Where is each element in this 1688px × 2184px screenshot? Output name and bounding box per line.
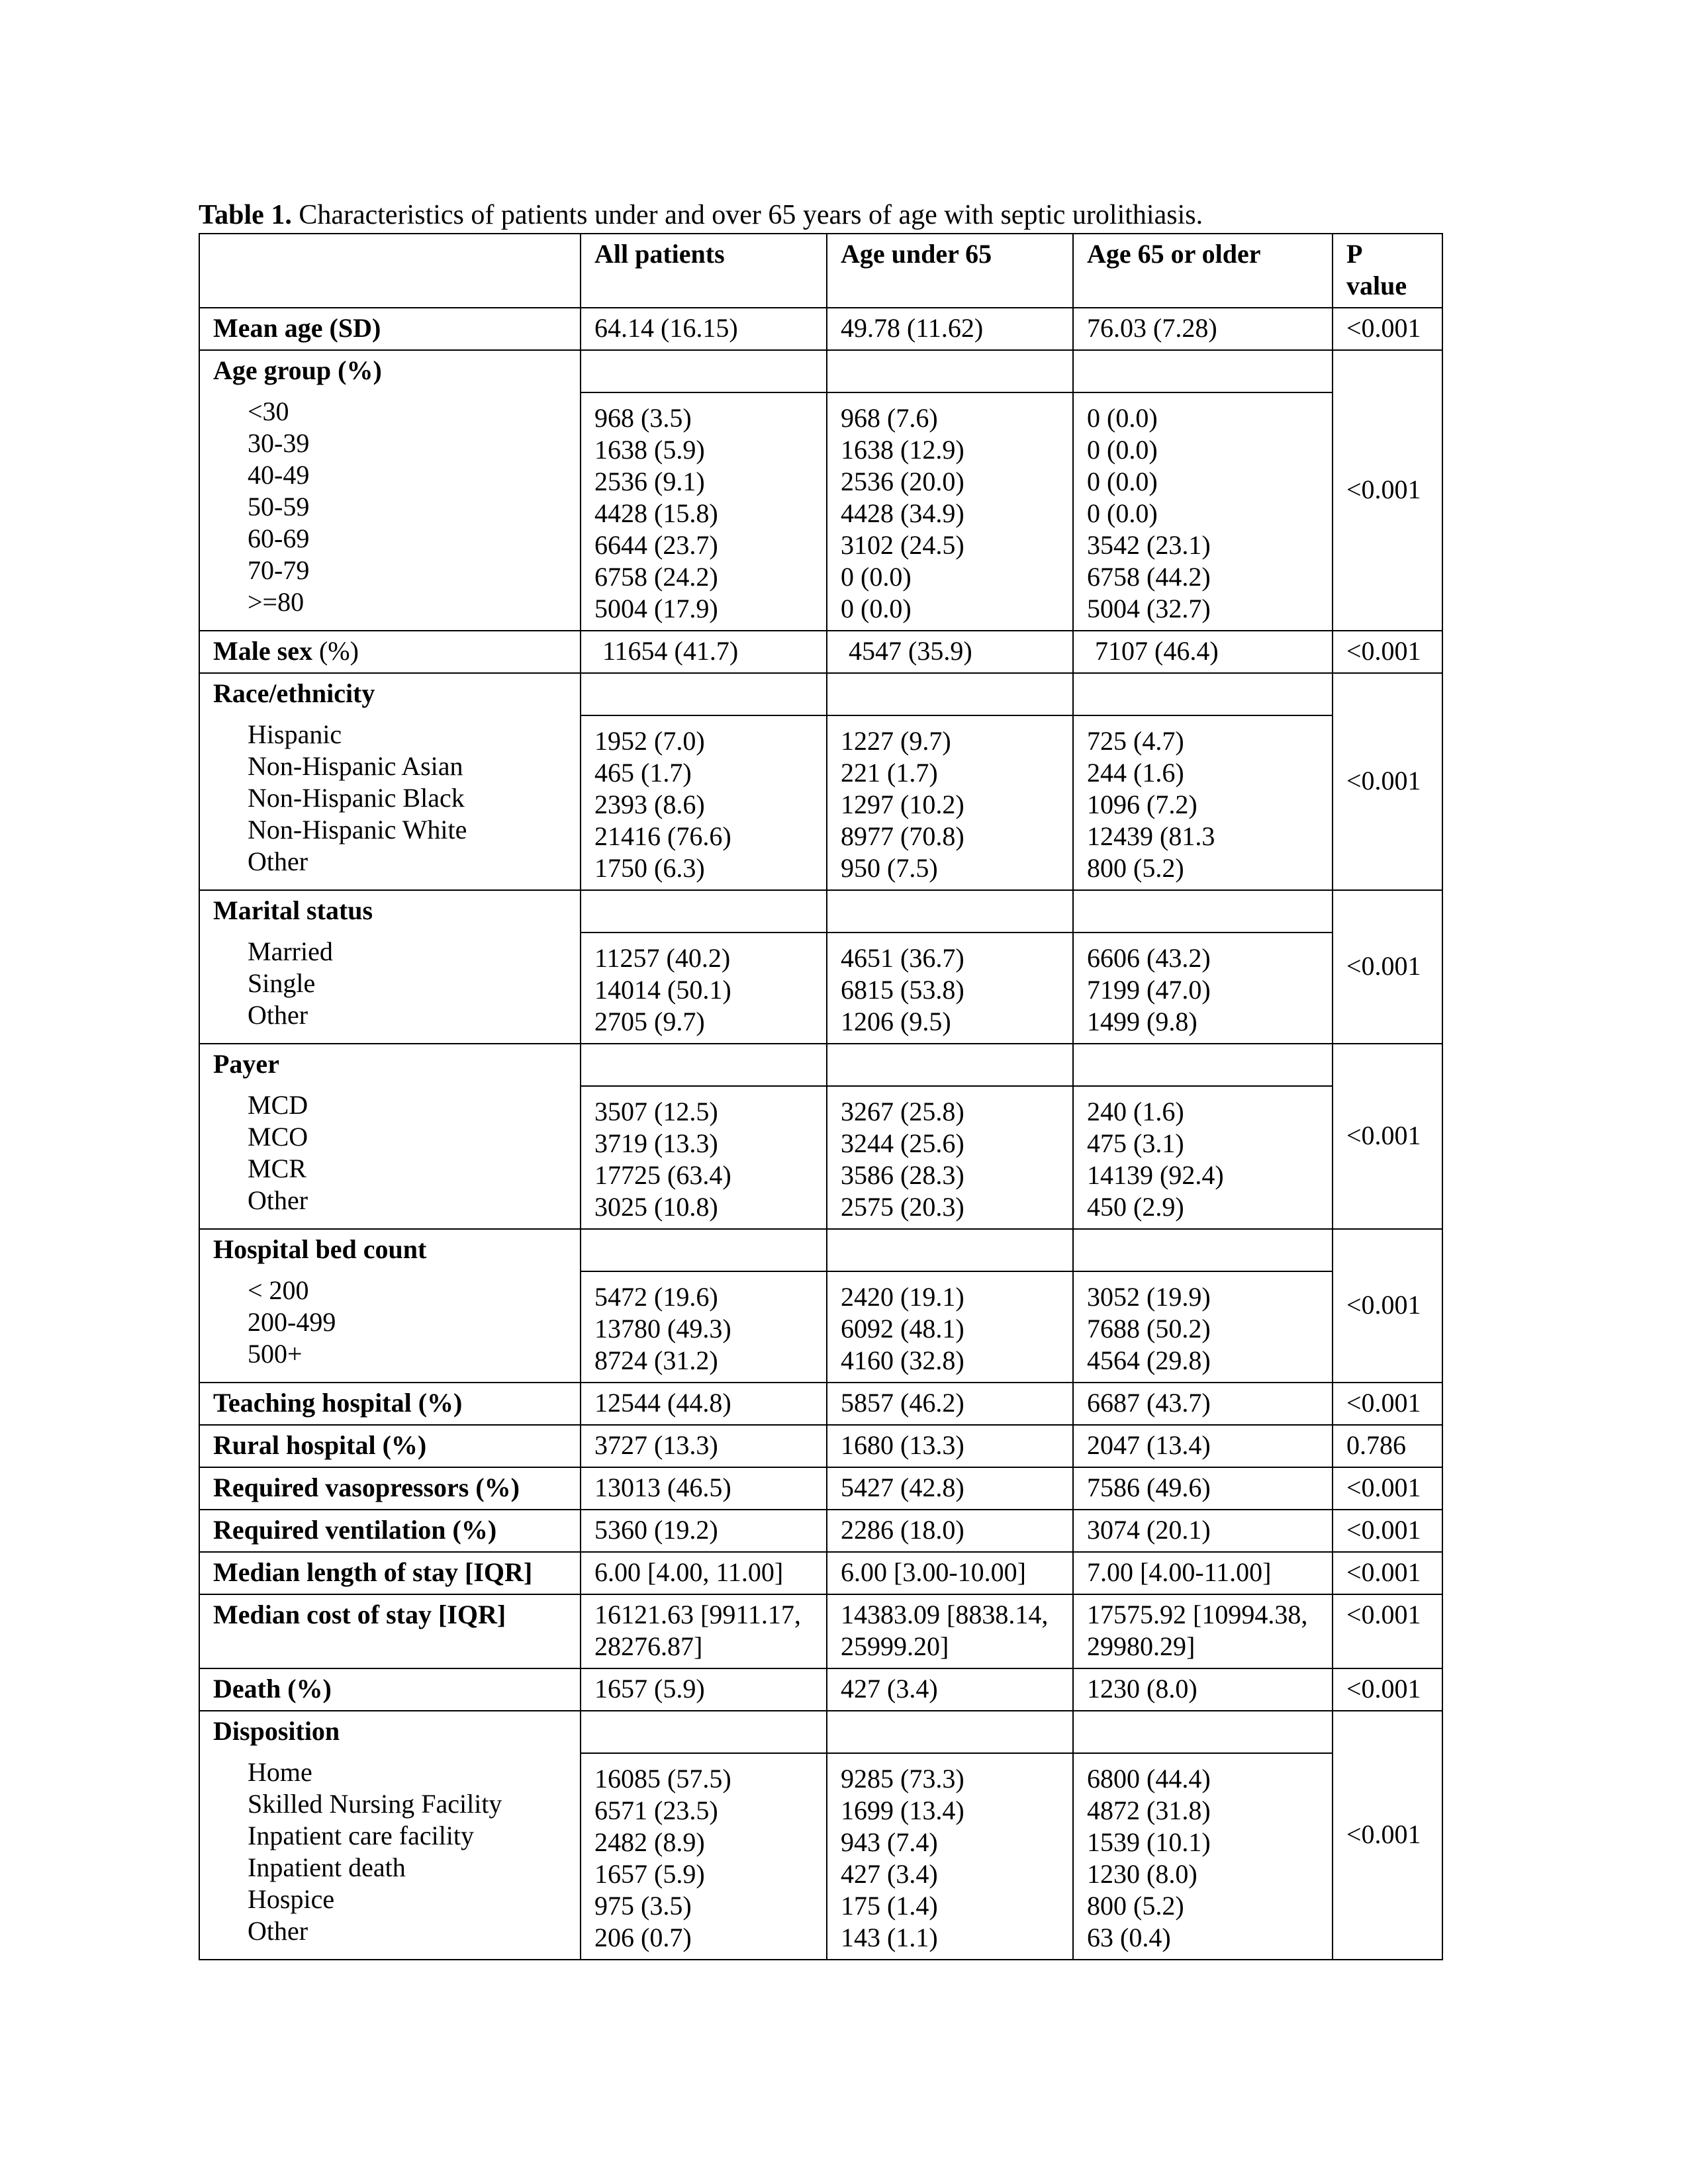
spacer: [213, 709, 580, 719]
cell-all: 3727 (13.3): [581, 1425, 827, 1467]
spacer: [213, 1265, 580, 1275]
row-label: [199, 631, 581, 673]
cell-p-value: <0.001: [1333, 1711, 1442, 1960]
cell-line: 1638 (12.9): [841, 435, 964, 465]
cell-65-older: 7107 (46.4): [1073, 631, 1333, 673]
spacer: [1087, 716, 1332, 725]
group-header-spacer: [581, 351, 826, 393]
table-caption-label: Table 1.: [199, 200, 292, 230]
cell-line: 1750 (6.3): [594, 853, 705, 883]
group-label-cell: [199, 1711, 581, 1960]
spacer: [594, 1272, 826, 1281]
table-row: [199, 1229, 1442, 1383]
group-label-cell: [199, 673, 581, 890]
cell-line: 8724 (31.2): [594, 1345, 718, 1375]
cell-line: 1539 (10.1): [1087, 1827, 1211, 1857]
cell-line: 11257 (40.2): [594, 943, 731, 973]
cell-line: 9285 (73.3): [841, 1764, 964, 1794]
subgroup-label: Inpatient care facility: [248, 1821, 475, 1850]
row-label-rest: (%): [312, 636, 359, 666]
cell-all: 11654 (41.7): [581, 631, 827, 673]
cell-line: 3052 (19.9): [1087, 1282, 1211, 1312]
table-row: [199, 1711, 1442, 1960]
row-label: Median length of stay [IQR]: [199, 1552, 581, 1594]
subgroup-label: Home: [248, 1757, 312, 1787]
cell-65-older: [1073, 1594, 1333, 1668]
spacer: [594, 933, 826, 942]
cell-line: 143 (1.1): [841, 1923, 938, 1952]
cell-line: 21416 (76.6): [594, 821, 731, 851]
cell-all: 1657 (5.9): [581, 1668, 827, 1711]
characteristics-table: [199, 233, 1443, 1960]
cell-line: 175 (1.4): [841, 1891, 938, 1921]
cell-65-older: [1073, 350, 1333, 631]
cell-line: 1699 (13.4): [841, 1796, 964, 1825]
cell-line: 2420 (19.1): [841, 1282, 964, 1312]
group-label: Disposition: [213, 1716, 340, 1746]
table-row: [199, 1594, 1442, 1668]
cell-p-value: 0.786: [1333, 1425, 1442, 1467]
row-label: Median cost of stay [IQR]: [199, 1594, 581, 1668]
subgroup-label: Other: [248, 846, 308, 876]
cell-line: 14014 (50.1): [594, 975, 731, 1005]
cell-65-older: 3074 (20.1): [1073, 1510, 1333, 1552]
table-row: [199, 1044, 1442, 1229]
subgroup-label: Skilled Nursing Facility: [248, 1789, 502, 1819]
cell-line: 3719 (13.3): [594, 1128, 718, 1158]
cell-line: 1499 (9.8): [1087, 1007, 1197, 1036]
cell-p-value: <0.001: [1333, 890, 1442, 1044]
cell-line: 3507 (12.5): [594, 1097, 718, 1126]
cell-line: 1297 (10.2): [841, 790, 964, 819]
header-p-value: [1333, 234, 1442, 308]
cell-line: 28276.87]: [594, 1631, 703, 1661]
subgroup-label: Hospice: [248, 1884, 335, 1914]
group-label-cell: [199, 890, 581, 1044]
cell-line: 6758 (24.2): [594, 562, 718, 592]
cell-65-older: 2047 (13.4): [1073, 1425, 1333, 1467]
cell-line: 13780 (49.3): [594, 1314, 731, 1343]
cell-line: 975 (3.5): [594, 1891, 692, 1921]
cell-p-value: <0.001: [1333, 1668, 1442, 1711]
cell-all: [581, 1229, 827, 1383]
subgroup-label: Single: [248, 968, 316, 998]
cell-line: 17725 (63.4): [594, 1160, 731, 1190]
cell-p-value: <0.001: [1333, 1229, 1442, 1383]
cell-p-value: <0.001: [1333, 1383, 1442, 1425]
group-label-cell: [199, 1229, 581, 1383]
cell-all: [581, 350, 827, 631]
subgroup-label: <30: [248, 396, 289, 426]
header-row: [199, 234, 1442, 308]
cell-line: 6758 (44.2): [1087, 562, 1211, 592]
spacer: [841, 933, 1072, 942]
subgroup-label: Hispanic: [248, 719, 342, 749]
group-header-spacer: [1074, 351, 1332, 393]
cell-line: 14139 (92.4): [1087, 1160, 1224, 1190]
table-row: [199, 350, 1442, 631]
row-label-bold: Male sex: [213, 636, 312, 666]
cell-line: 3586 (28.3): [841, 1160, 964, 1190]
row-label: Required vasopressors (%): [199, 1467, 581, 1510]
cell-line: 4564 (29.8): [1087, 1345, 1211, 1375]
spacer: [213, 1747, 580, 1756]
spacer: [841, 1754, 1072, 1763]
cell-line: 17575.92 [10994.38,: [1087, 1600, 1308, 1629]
cell-line: 14383.09 [8838.14,: [841, 1600, 1049, 1629]
cell-line: 4160 (32.8): [841, 1345, 964, 1375]
spacer: [1087, 1087, 1332, 1096]
group-header-spacer: [581, 1230, 826, 1272]
header-age-65-or-older: Age 65 or older: [1073, 234, 1333, 308]
group-header-spacer: [827, 674, 1072, 716]
cell-line: 6815 (53.8): [841, 975, 964, 1005]
group-header-spacer: [1074, 1711, 1332, 1754]
cell-line: 3025 (10.8): [594, 1192, 718, 1222]
cell-under-65: 5427 (42.8): [827, 1467, 1073, 1510]
subgroup-label: 70-79: [248, 555, 310, 585]
cell-line: 4428 (34.9): [841, 498, 964, 528]
cell-all: 13013 (46.5): [581, 1467, 827, 1510]
cell-line: 0 (0.0): [841, 594, 912, 623]
cell-p-value: <0.001: [1333, 1467, 1442, 1510]
subgroup-label: 30-39: [248, 428, 310, 458]
header-p-line: value: [1346, 271, 1407, 300]
cell-line: 240 (1.6): [1087, 1097, 1184, 1126]
cell-line: 2393 (8.6): [594, 790, 705, 819]
row-label: Mean age (SD): [199, 308, 581, 350]
cell-under-65: [827, 1594, 1073, 1668]
spacer: [1087, 393, 1332, 402]
table-row: [199, 631, 1442, 673]
subgroup-label: MCR: [248, 1154, 306, 1183]
cell-line: 1227 (9.7): [841, 726, 951, 756]
cell-line: 800 (5.2): [1087, 1891, 1184, 1921]
group-header-spacer: [1074, 1230, 1332, 1272]
cell-p-value: <0.001: [1333, 1552, 1442, 1594]
header-p-line: P: [1346, 239, 1363, 269]
cell-under-65: 5857 (46.2): [827, 1383, 1073, 1425]
cell-line: 221 (1.7): [841, 758, 938, 788]
cell-all: 12544 (44.8): [581, 1383, 827, 1425]
cell-line: 16085 (57.5): [594, 1764, 731, 1794]
cell-line: 4428 (15.8): [594, 498, 718, 528]
cell-all: [581, 1711, 827, 1960]
header-cell-empty: [199, 234, 581, 308]
cell-p-value: <0.001: [1333, 1594, 1442, 1668]
cell-65-older: [1073, 673, 1333, 890]
cell-line: 3542 (23.1): [1087, 530, 1211, 560]
spacer: [594, 1754, 826, 1763]
group-header-spacer: [827, 1044, 1072, 1087]
cell-line: 6571 (23.5): [594, 1796, 718, 1825]
row-label: Rural hospital (%): [199, 1425, 581, 1467]
group-label-cell: [199, 350, 581, 631]
spacer: [213, 1080, 580, 1089]
spacer: [213, 387, 580, 396]
cell-65-older: [1073, 1229, 1333, 1383]
cell-line: 427 (3.4): [841, 1859, 938, 1889]
cell-line: 25999.20]: [841, 1631, 949, 1661]
cell-line: 206 (0.7): [594, 1923, 692, 1952]
cell-line: 3102 (24.5): [841, 530, 964, 560]
cell-line: 1230 (8.0): [1087, 1859, 1197, 1889]
group-header-spacer: [581, 674, 826, 716]
spacer: [213, 927, 580, 936]
cell-line: 7688 (50.2): [1087, 1314, 1211, 1343]
cell-line: 4872 (31.8): [1087, 1796, 1211, 1825]
cell-line: 725 (4.7): [1087, 726, 1184, 756]
cell-line: 5004 (17.9): [594, 594, 718, 623]
table-row: [199, 1425, 1442, 1467]
cell-under-65: [827, 1711, 1073, 1960]
cell-under-65: [827, 350, 1073, 631]
cell-65-older: [1073, 1711, 1333, 1960]
spacer: [841, 1087, 1072, 1096]
subgroup-label: 40-49: [248, 460, 310, 490]
table-caption: [199, 199, 1203, 232]
subgroup-label: Other: [248, 1916, 308, 1946]
cell-line: 29980.29]: [1087, 1631, 1196, 1661]
table-row: [199, 1552, 1442, 1594]
cell-all: [581, 1594, 827, 1668]
cell-65-older: 76.03 (7.28): [1073, 308, 1333, 350]
group-header-spacer: [1074, 1044, 1332, 1087]
subgroup-label: 60-69: [248, 523, 310, 553]
row-label: Teaching hospital (%): [199, 1383, 581, 1425]
subgroup-label: Other: [248, 1185, 308, 1215]
cell-under-65: 6.00 [3.00-10.00]: [827, 1552, 1073, 1594]
cell-p-value: <0.001: [1333, 1510, 1442, 1552]
row-label: Death (%): [199, 1668, 581, 1711]
cell-line: 12439 (81.3: [1087, 821, 1215, 851]
subgroup-label: Inpatient death: [248, 1852, 406, 1882]
subgroup-label: Non-Hispanic Asian: [248, 751, 463, 781]
cell-65-older: [1073, 890, 1333, 1044]
group-header-spacer: [827, 1711, 1072, 1754]
cell-line: 0 (0.0): [1087, 467, 1158, 496]
spacer: [594, 393, 826, 402]
spacer: [1087, 933, 1332, 942]
group-label: Age group (%): [213, 355, 382, 385]
cell-under-65: [827, 1229, 1073, 1383]
cell-under-65: 49.78 (11.62): [827, 308, 1073, 350]
cell-line: 8977 (70.8): [841, 821, 964, 851]
cell-65-older: [1073, 1044, 1333, 1229]
cell-line: 244 (1.6): [1087, 758, 1184, 788]
cell-line: 16121.63 [9911.17,: [594, 1600, 801, 1629]
cell-line: 1206 (9.5): [841, 1007, 951, 1036]
table-row: [199, 890, 1442, 1044]
cell-under-65: [827, 890, 1073, 1044]
cell-all: [581, 890, 827, 1044]
spacer: [1087, 1754, 1332, 1763]
cell-p-value: <0.001: [1333, 350, 1442, 631]
subgroup-label: Non-Hispanic White: [248, 815, 467, 844]
cell-line: 800 (5.2): [1087, 853, 1184, 883]
cell-line: 5004 (32.7): [1087, 594, 1211, 623]
group-label: Marital status: [213, 895, 373, 925]
cell-line: 0 (0.0): [1087, 498, 1158, 528]
cell-line: 2536 (20.0): [841, 467, 964, 496]
cell-line: 968 (3.5): [594, 403, 692, 433]
table-row: [199, 1510, 1442, 1552]
subgroup-label: MCD: [248, 1090, 308, 1120]
table-row: [199, 1668, 1442, 1711]
spacer: [841, 393, 1072, 402]
subgroup-label: Married: [248, 936, 333, 966]
cell-under-65: 4547 (35.9): [827, 631, 1073, 673]
cell-line: 0 (0.0): [841, 562, 912, 592]
spacer: [1087, 1272, 1332, 1281]
spacer: [841, 1272, 1072, 1281]
cell-line: 465 (1.7): [594, 758, 692, 788]
group-header-spacer: [581, 1044, 826, 1087]
cell-line: 6606 (43.2): [1087, 943, 1211, 973]
subgroup-label: Other: [248, 1000, 308, 1030]
subgroup-label: Non-Hispanic Black: [248, 783, 465, 813]
cell-line: 3244 (25.6): [841, 1128, 964, 1158]
group-label: Hospital bed count: [213, 1234, 427, 1264]
spacer: [594, 1087, 826, 1096]
cell-line: 6800 (44.4): [1087, 1764, 1211, 1794]
subgroup-label: 200-499: [248, 1307, 336, 1337]
table-row: [199, 308, 1442, 350]
row-label: Required ventilation (%): [199, 1510, 581, 1552]
header-age-under-65: Age under 65: [827, 234, 1073, 308]
subgroup-label: >=80: [248, 587, 305, 617]
cell-line: 1657 (5.9): [594, 1859, 705, 1889]
group-label: Payer: [213, 1049, 279, 1079]
cell-line: 950 (7.5): [841, 853, 938, 883]
group-header-spacer: [827, 351, 1072, 393]
cell-line: 6644 (23.7): [594, 530, 718, 560]
group-header-spacer: [581, 891, 826, 933]
cell-65-older: 7586 (49.6): [1073, 1467, 1333, 1510]
cell-line: 2536 (9.1): [594, 467, 705, 496]
cell-line: 450 (2.9): [1087, 1192, 1184, 1222]
cell-line: 1096 (7.2): [1087, 790, 1197, 819]
cell-all: 5360 (19.2): [581, 1510, 827, 1552]
header-all-patients: All patients: [581, 234, 827, 308]
cell-65-older: 6687 (43.7): [1073, 1383, 1333, 1425]
cell-line: 2482 (8.9): [594, 1827, 705, 1857]
cell-under-65: 1680 (13.3): [827, 1425, 1073, 1467]
cell-all: [581, 673, 827, 890]
cell-line: 475 (3.1): [1087, 1128, 1184, 1158]
spacer: [841, 716, 1072, 725]
cell-line: 7199 (47.0): [1087, 975, 1211, 1005]
cell-all: [581, 1044, 827, 1229]
group-header-spacer: [1074, 891, 1332, 933]
cell-p-value: <0.001: [1333, 1044, 1442, 1229]
cell-all: 6.00 [4.00, 11.00]: [581, 1552, 827, 1594]
group-header-spacer: [581, 1711, 826, 1754]
cell-line: 1952 (7.0): [594, 726, 705, 756]
subgroup-label: < 200: [248, 1275, 309, 1305]
cell-under-65: [827, 673, 1073, 890]
table-row: [199, 1467, 1442, 1510]
cell-line: 0 (0.0): [1087, 435, 1158, 465]
cell-p-value: <0.001: [1333, 631, 1442, 673]
table-row: [199, 673, 1442, 890]
cell-line: 3267 (25.8): [841, 1097, 964, 1126]
cell-line: 63 (0.4): [1087, 1923, 1171, 1952]
cell-65-older: 7.00 [4.00-11.00]: [1073, 1552, 1333, 1594]
cell-under-65: 2286 (18.0): [827, 1510, 1073, 1552]
cell-under-65: 427 (3.4): [827, 1668, 1073, 1711]
group-header-spacer: [827, 1230, 1072, 1272]
group-header-spacer: [1074, 674, 1332, 716]
table-row: [199, 1383, 1442, 1425]
cell-65-older: 1230 (8.0): [1073, 1668, 1333, 1711]
table-caption-text: Characteristics of patients under and over 65 years of age with septic urolithiasis.: [291, 200, 1203, 230]
cell-under-65: [827, 1044, 1073, 1229]
spacer: [594, 716, 826, 725]
cell-line: 968 (7.6): [841, 403, 938, 433]
cell-p-value: <0.001: [1333, 673, 1442, 890]
subgroup-label: 50-59: [248, 492, 310, 522]
cell-line: 5472 (19.6): [594, 1282, 718, 1312]
group-header-spacer: [827, 891, 1072, 933]
cell-p-value: <0.001: [1333, 308, 1442, 350]
cell-line: 2705 (9.7): [594, 1007, 705, 1036]
subgroup-label: 500+: [248, 1339, 303, 1369]
group-label-cell: [199, 1044, 581, 1229]
subgroup-label: MCO: [248, 1122, 308, 1152]
cell-all: 64.14 (16.15): [581, 308, 827, 350]
cell-line: 4651 (36.7): [841, 943, 964, 973]
cell-line: 1638 (5.9): [594, 435, 705, 465]
group-label: Race/ethnicity: [213, 678, 375, 708]
cell-line: 0 (0.0): [1087, 403, 1158, 433]
cell-line: 6092 (48.1): [841, 1314, 964, 1343]
cell-line: 943 (7.4): [841, 1827, 938, 1857]
cell-line: 2575 (20.3): [841, 1192, 964, 1222]
